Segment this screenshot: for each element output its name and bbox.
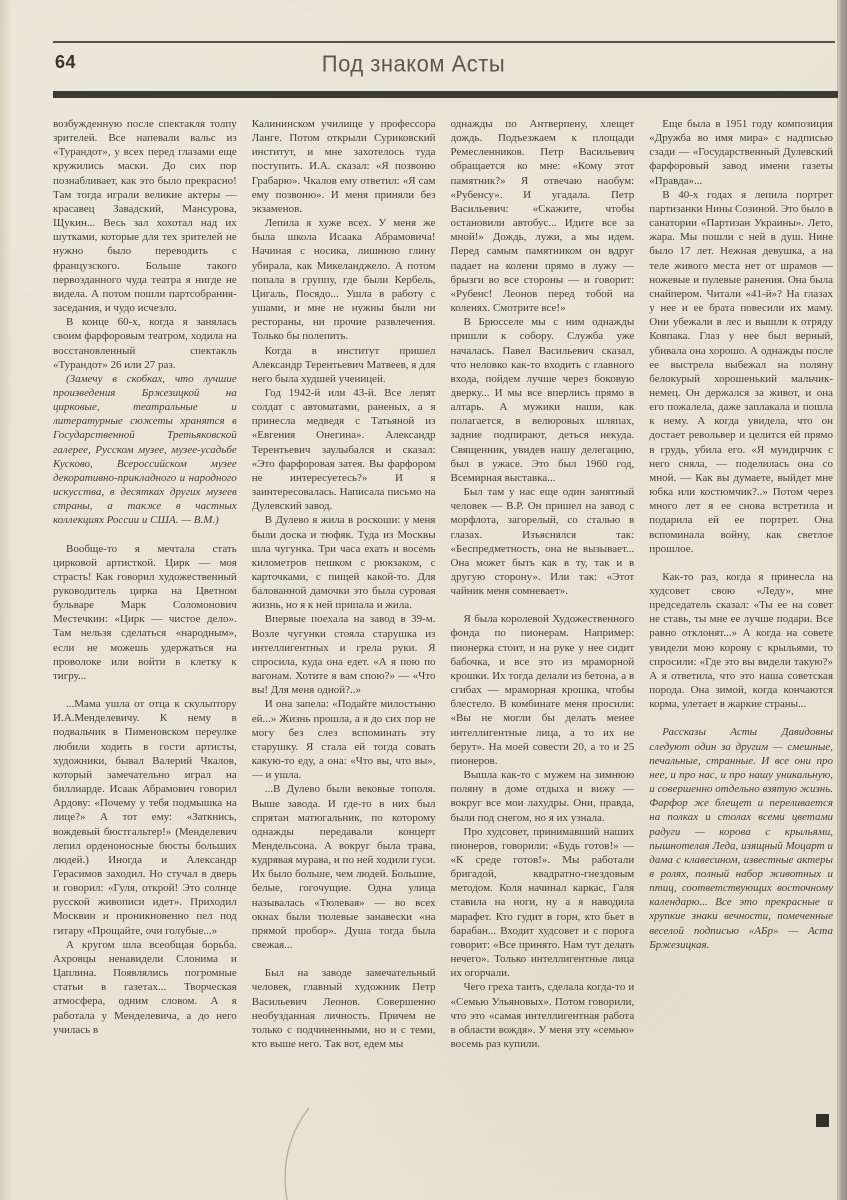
page-title: Под знаком Асты (321, 50, 506, 77)
header-bottom-rule (53, 91, 838, 98)
paragraph: И она запела: «Подайте милостыню ей...» Жизнь прошла, а я до сих пор не могу без слез вспоминать эту старушку. Я стала ей тогда совать какую-то еду, а она: «Что вы, что вы», — и ушла. (251, 698, 436, 782)
paragraph: ...В Дулево были вековые тополя. Выше завода. И где-то в них был спрятан матюгальник, по которому однажды передавали концерт Мендельсона. А вокруг была трава, кудрявая мурава, и по ней ходили гуси. Их было больше, чем людей. Большие, белые, гогочущие. Одна улица называлась «Тюлевая» — во всех окнах были тюлевые занавески «на прямой пробор». Душа тогда была свежая... (251, 783, 436, 952)
paragraph: Чего греха таить, сделала когда-то и «Семью Ульяновых». Потом говорили, что это «самая интеллигентная работа в области вождя». У меня эту «семью» восемь раз купили. (450, 981, 635, 1050)
paragraph: возбужденную после спектакля толпу зрителей. Все напевали вальс из «Турандот», у всех перед глазами еще кружились маски. До сих пор познабливает, как это было прекрасно! Там тогда играли великие актеры — красавец Завадский, Мансурова, Щукин... Весь зал хохотал над их шутками, которые для тех зрителей не нужно было переводить с французского. Больше такого первозданного чуда театра я нигде не видела. А потом пошли партсобрания-заседания, и чудо исчезло. (53, 118, 237, 315)
paragraph: (Замечу в скобках, что лучшие произведения Бржезицкой на цирковые, театральные и литературные сюжеты хранятся в Государственной Третьяковской галерее, Русском музее, музее-усадьбе Кусково, Всероссийском музее декоративно-прикладного и народного искусства, в десятках других музеев страны, а также в частных коллекциях России и США. — В.М.) (53, 372, 237, 527)
page-number: 64 (55, 52, 77, 72)
paragraph: В Дулево я жила в роскоши: у меня были доска и тюфяк. Туда из Москвы шла чугунка. Три часа ехать и восемь километров пешком с рюкзаком, с карточками, с пищей какой-то. Для балованной дамочки это была суровая жизнь, но я к ней припала и жила. (251, 514, 436, 612)
text-column-3 (451, 117, 635, 1142)
columns (53, 117, 833, 1142)
paragraph: Калининском училище у профессора Ланге. Потом открыли Суриковский институт, и мне захотелось туда поступить. И.А. сказал: «Я позвоню Грабарю». Чкалов ему ответил: «Я сам ему позвоню». И меня приняли без экзаменов. (251, 118, 436, 215)
paragraph: В конце 60-х, когда я занялась своим фарфоровым театром, ходила на восстановленный спектакль «Турандот» 26 или 27 раз. (53, 316, 237, 371)
paragraph: В 40-х годах я лепила портрет партизанки Нины Созиной. Это было в санатории «Партизан Украины». Лето, жара. Мы пошли с ней в душ. Нине было 17 лет. Нежная девушка, а на теле живого места нет от шрамов — ножевые и пулевые ранения. Она была снайпером. Читали «41-й»? На глазах у нее и ее брата повесили их маму. Они убежали в лес и вышли к отряду Ковпака. Глаз у нее был верный, убивала она хорошо. А однажды после ее выстрела выбежал на поляну белокурый хорошенький мальчик-немец. Он держался за живот, и она его пожалела, даже заплакала и пошла к нему. А когда увидела, что он достает револьвер и целится ей прямо в грудь, убила его. «Я мундирчик с него сняла, — поделилась она со мной. — Как вы думаете, выйдет мне юбка или костюмчик?..» Потом через много лет я ее снова встретила и подарила ей ее портрет. Она вспоминала войну, как светлое прошлое. (649, 188, 833, 555)
page-left-shadow (0, 0, 12, 1200)
paragraph: Я была королевой Художественного фонда по пионерам. Например: пионерка стоит, и на руке у нее сидит бабочка, и все это из мраморной крошки. Их тогда делали из бетона, а в сгибах — мраморная крошка, чтобы блестело. В комбинате меня просили: «Вы не могли бы делать менее интеллигентные лица, а то их не берут». На моей совести 20, а то и 25 пионеров. (450, 613, 635, 767)
header-top-rule (53, 41, 835, 43)
paragraph: А кругом шла всеобщая борьба. Ахровцы ненавидели Слонима и Цаплина. Появлялись погромные статьи в газетах... Творческая атмосфера, одним словом. А я работала у Менделевича, а до него училась в (53, 938, 237, 1036)
paragraph: Про худсовет, принимавший наших пионеров, говорили: «Будь готов!» — «К среде готов!». Мы работали бригадой, квадратно-гнездовым методом. Коля начинал каркас, Галя ставила на ноги, ну а я наводила марафет. Кто гудит в горн, кто бьет в барабан... Входит худсовет и с порога говорит: «Все принято. Нам тут делать нечего». Только интеллигентные лица их огорчали. (450, 825, 635, 980)
end-of-article-marker (816, 1114, 829, 1127)
paragraph: однажды по Антверпену, хлещет дождь. Подъезжаем к площади Ремесленников. Петр Васильевич обращается ко мне: «Кому этот памятник?» Я отвечаю наобум: «Рубенсу». И угадала. Петр Васильевич: «Скажите, чтобы остановили автобус... Идите все за мной!» Дождь, лужи, а мы идем. Перед самым памятником он вдруг падает на колени прямо в лужу — брызги во все стороны — и говорит: «Рубенс! Леонов перед тобой на коленях. Смотрите все!» (450, 118, 635, 315)
paragraph: Вышла как-то с мужем на зимнюю поляну в доме отдыха и вижу — вокруг все мои лахудры. Они, правда, были под снегом, но я их узнала. (450, 769, 635, 824)
paragraph: Был там у нас еще один занятный человек — В.Р. Он пришел на завод с морфлота, загорелый, со сталью в глазах. Изъяснялся так: «Беспредметность, она не вызывает... Она может быть как в ту, так и в другую сторону». Или так: «Этот чайник меня сомневает». (450, 486, 635, 598)
paragraph: Как-то раз, когда я принесла на худсовет свою «Леду», мне председатель сказал: «Ты ее на совет не ставь, ты мне ее лучше подари. Все равно отклонят...» А когда на совете увидели мою корову с крыльями, то спросили: «Где это вы видели такую?» А я ответила, что это наша советская порода. Она зимой, когда кончаются корма, улетает в жаркие страны... (649, 570, 833, 711)
text-column-2 (252, 117, 436, 1142)
text-column-4 (649, 117, 833, 1142)
text-column-1 (53, 117, 237, 1142)
paragraph: Когда в институт пришел Александр Терентьевич Матвеев, я для него была худшей ученицей. (251, 344, 436, 385)
paragraph: Был на заводе замечательный человек, главный художник Петр Васильевич Леонов. Совершенно необузданная личность. Причем не только с подчиненными, но и с теми, кто выше него. Так вот, едем мы (251, 967, 436, 1050)
paragraph: Год 1942-й или 43-й. Все лепят солдат с автоматами, раненых, а я принесла медведя с Татьяной из «Евгения Онегина». Александр Терентьевич заулыбался и сказал: «Это фарфоровая затея. Вы фарфором не интересуетесь?» И я заинтересовалась. Написала письмо на Дулевский завод. (251, 386, 436, 513)
paragraph: ...Мама ушла от отца к скульптору И.А.Менделевичу. К нему в подвальчик в Пименовском переулке любили ходить в гости артисты, художники, бывал Валерий Чкалов, который замечательно играл на биллиарде. Исаак Абрамович говорил Ардову: «Почему у тебя подмышка на лице?» А тот ему: «Заткнись, вождевый бюстгальтер!» (Менделевич лепил орденоносные бюсты больших людей.) Иногда и Александр Герасимов заходил. Но стучал в дверь и говорил: «Гуля, открой! Это солнце русской живописи идет». Приходил Москвин и проникновенно пел под гитару «Прощайте, очи голубые...» (53, 698, 237, 937)
scan-edge-strip (837, 0, 847, 1200)
paragraph: В Брюсселе мы с ним однажды пришли к собору. Служба уже началась. Павел Васильевич сказал, что неловко как-то входить с главного входа, пойдем лучше через боковую дверку... И мы все вперлись прямо в алтарь. А мужики наши, как полагается, в велюровых шляпах, задние подпирают, деться некуда. Священник, увидев нашу делегацию, был в ужасе. Это был 1960 год, Всемирная выставка... (450, 316, 635, 484)
paragraph: Еще была в 1951 году композиция «Дружба во имя мира» с надписью сзади — «Государственный Дулевский фарфоровый завод имени газеты «Правда»... (649, 118, 833, 187)
paragraph: Лепила я хуже всех. У меня же была школа Исаака Абрамовича! Начиная с носика, лишнюю глину убирала, как Микеланджело. А потом попала в группу, где были Кербель, Цигаль, Посядо... Ушла в работу с ушами, и мне не нужны были ни рестораны, ни прочие развлечения. Только бы полепить. (251, 217, 436, 343)
paragraph: Вообще-то я мечтала стать цирковой артисткой. Цирк — моя страсть! Как говорил художественный руководитель цирка на Цветном бульваре Марк Соломонович Местечкин: «Цирк — чистое дело». Там нельзя сделаться «народным», если не можешь удержаться на проволоке или войти в клетку к тигру... (53, 542, 237, 682)
paragraph: Впервые поехала на завод в 39-м. Возле чугунки стояла старушка из интеллигентных и грела руки. Я спросила, куда она едет. «А я пою по вагонам. Хотите я вам спою?» — «Что вы! Для меня одной?..» (251, 613, 436, 697)
paragraph: Рассказы Асты Давидовны следуют один за другим — смешные, печальные, странные. И все они про нее, и про нас, и про нашу уникальную, и совершенно отдельно взятую жизнь. Фарфор же блещет и переливается на полках и столах всеми цветами радуги — корова с крыльями, пышнотелая Леда, изящный Моцарт и дама с клавесином, известные актеры в ролях, полный набор животных и птиц, соответствующих восточному календарю... Все это прекрасные и хрупкие знаки вечности, помеченные веселой подписью «АБр» — Аста Бржезицкая. (649, 726, 833, 951)
